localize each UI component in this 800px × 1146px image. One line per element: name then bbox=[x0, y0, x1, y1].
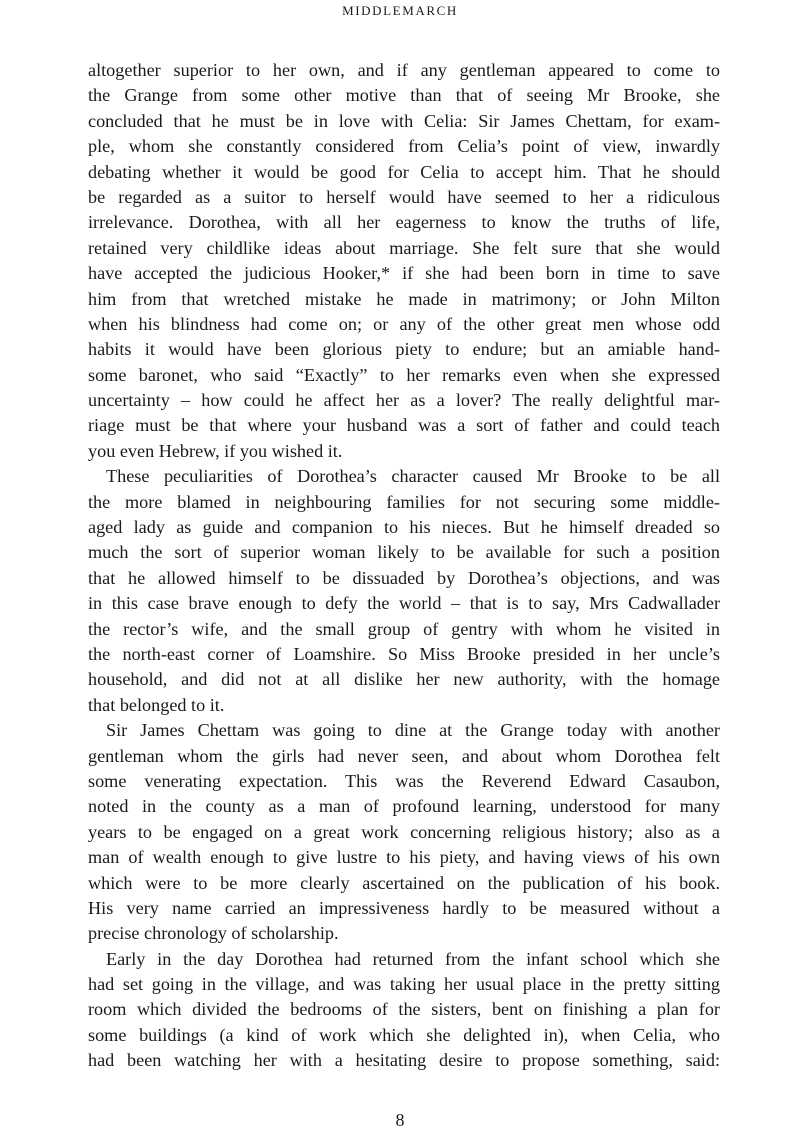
text-line: These peculiarities of Dorothea’s character caused Mr Brooke to be all bbox=[106, 466, 720, 487]
text-line: aged lady as guide and companion to his nieces. But he himself dreaded so bbox=[88, 517, 720, 538]
text-line: riage must be that where your husband was a sort of father and could teach bbox=[88, 415, 720, 436]
text-line: when his blindness had come on; or any of the other great men whose odd bbox=[88, 313, 720, 334]
text-line: retained very childlike ideas about marriage. She felt sure that she would bbox=[88, 237, 720, 258]
running-head: MIDDLEMARCH bbox=[342, 3, 458, 18]
text-line: some venerating expectation. This was the Reverend Edward Casaubon, bbox=[88, 770, 720, 791]
paragraph bbox=[88, 947, 720, 1074]
paragraph bbox=[88, 58, 720, 464]
paragraph bbox=[88, 464, 720, 718]
text-line: which were to be more clearly ascertained on the publication of his book. bbox=[88, 872, 720, 893]
text-line: the north-east corner of Loamshire. So Miss Brooke presided in her uncle’s bbox=[88, 643, 720, 664]
text-line: in this case brave enough to defy the world – that is to say, Mrs Cadwallader bbox=[88, 593, 720, 614]
text-line: Sir James Chettam was going to dine at the Grange today with another bbox=[106, 720, 720, 741]
text-line: uncertainty – how could he affect her as a lover? The really delightful mar- bbox=[88, 390, 720, 411]
text-line: him from that wretched mistake he made in matrimony; or John Milton bbox=[88, 288, 720, 309]
text-line: noted in the county as a man of profound learning, understood for many bbox=[88, 796, 720, 817]
text-line: the more blamed in neighbouring families for not securing some middle- bbox=[88, 491, 720, 512]
text-line: His very name carried an impressiveness hardly to be measured without a bbox=[88, 897, 720, 918]
text-line: ple, whom she constantly considered from Celia’s point of view, inwardly bbox=[88, 136, 720, 157]
text-line: the Grange from some other motive than that of seeing Mr Brooke, she bbox=[88, 85, 720, 106]
text-line: the rector’s wife, and the small group of gentry with whom he visited in bbox=[88, 618, 720, 639]
text-line: have accepted the judicious Hooker,* if she had been born in time to save bbox=[88, 263, 720, 284]
text-line: man of wealth enough to give lustre to his piety, and having views of his own bbox=[88, 847, 720, 868]
text-line: much the sort of superior woman likely to be available for such a position bbox=[88, 542, 720, 563]
text-line: altogether superior to her own, and if any gentleman appeared to come to bbox=[88, 60, 720, 80]
text-line: years to be engaged on a great work concerning religious history; also as a bbox=[88, 821, 720, 842]
text-line: precise chronology of scholarship. bbox=[88, 923, 339, 944]
text-line: that belonged to it. bbox=[88, 694, 225, 715]
text-line: habits it would have been glorious piety to endure; but an amiable hand- bbox=[88, 339, 720, 360]
text-line: household, and did not at all dislike her new authority, with the homage bbox=[88, 669, 720, 690]
text-line: had been watching her with a hesitating desire to propose something, said: bbox=[88, 1050, 720, 1071]
text-line: that he allowed himself to be dissuaded by Dorothea’s objections, and was bbox=[88, 567, 720, 588]
text-line: Early in the day Dorothea had returned from the infant school which she bbox=[106, 948, 720, 969]
text-line: some buildings (a kind of work which she delighted in), when Celia, who bbox=[88, 1024, 720, 1045]
text-line: irrelevance. Dorothea, with all her eagerness to know the truths of life, bbox=[88, 212, 720, 233]
text-line: had set going in the village, and was taking her usual place in the pretty sitting bbox=[88, 974, 720, 995]
text-line: debating whether it would be good for Celia to accept him. That he should bbox=[88, 161, 720, 182]
page-number: 8 bbox=[395, 1110, 405, 1130]
text-line: gentleman whom the girls had never seen, and about whom Dorothea felt bbox=[88, 745, 720, 766]
text-line: concluded that he must be in love with Celia: Sir James Chettam, for exam- bbox=[88, 110, 720, 131]
text-line: be regarded as a suitor to herself would have seemed to her a ridiculous bbox=[88, 186, 720, 207]
body-text bbox=[88, 58, 720, 1074]
text-line: room which divided the bedrooms of the sisters, bent on finishing a plan for bbox=[88, 999, 720, 1020]
paragraph bbox=[88, 718, 720, 947]
text-line: some baronet, who said “Exactly” to her remarks even when she expressed bbox=[88, 364, 720, 385]
text-line: you even Hebrew, if you wished it. bbox=[88, 440, 343, 461]
